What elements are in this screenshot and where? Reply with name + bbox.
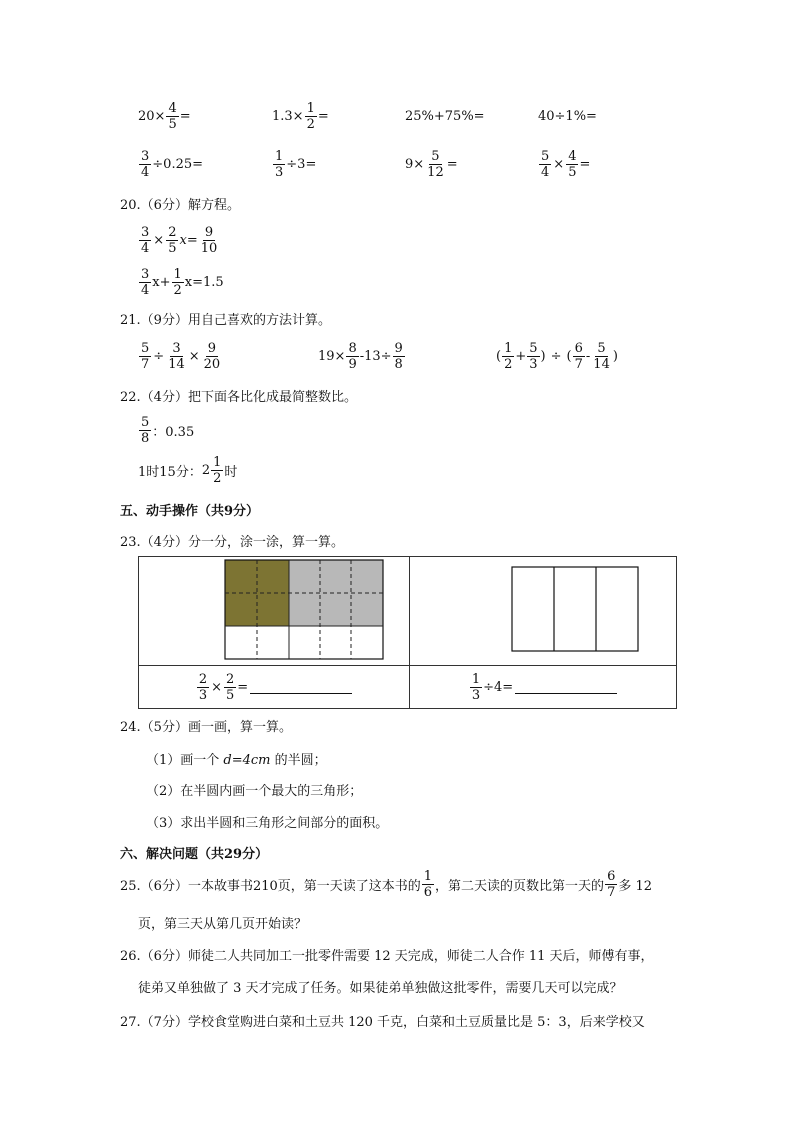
numerator: 5 [141, 340, 150, 356]
equals-sign: = [237, 679, 249, 695]
denominator: 7 [141, 356, 150, 372]
denominator: 5 [226, 687, 235, 703]
operator: ÷ [153, 348, 165, 364]
fraction [139, 415, 151, 446]
fraction [346, 341, 358, 372]
formula-right [410, 666, 676, 708]
fraction [139, 341, 151, 372]
numerator: 9 [204, 224, 214, 240]
ratio-1 [138, 412, 194, 448]
expr-suffix: ÷4= [483, 679, 514, 695]
numerator: 5 [529, 340, 538, 356]
expr-middle: x+ [152, 274, 171, 290]
numerator: 1 [275, 148, 284, 164]
step-text: （1）画一个 [146, 753, 224, 768]
numerator: 3 [172, 340, 181, 356]
equals-sign: = [446, 156, 458, 172]
question-26-line-1: 26.（6分）师徒二人共同加工一批零件需要 12 天完成，师徒二人合作 11 天后，师傅有事， [120, 949, 654, 964]
expression: 40÷1%= [538, 108, 597, 124]
numerator: 1 [471, 671, 481, 687]
calc-row2-a [138, 146, 203, 182]
q24-step-2: （2）在半圆内画一个最大的三角形； [146, 784, 363, 799]
answer-blank[interactable] [515, 681, 617, 694]
fraction [211, 455, 223, 486]
question-23-title: 23.（4分）分一分，涂一涂，算一算。 [120, 535, 344, 550]
operator: ÷ [550, 348, 562, 364]
denominator: 2 [173, 282, 182, 298]
calc-row1-d [538, 98, 597, 134]
calc-row1-b [272, 98, 329, 134]
operator: + [515, 348, 527, 364]
numerator: 1 [423, 868, 433, 884]
expr-middle: -13÷ [359, 348, 392, 364]
fraction [425, 149, 446, 180]
fraction [527, 341, 539, 372]
paren: ( [496, 348, 502, 364]
denominator: 5 [168, 116, 177, 132]
numerator: 3 [141, 148, 150, 164]
numerator: 5 [597, 340, 606, 356]
question-20-title: 20.（6分）解方程。 [120, 198, 240, 213]
calc-row1-c [405, 98, 485, 134]
denominator: 3 [529, 356, 538, 372]
numerator: 9 [394, 340, 403, 356]
fraction [305, 101, 317, 132]
rectangle-outline [512, 567, 638, 651]
question-24-title: 24.（5分）画一画，算一算。 [120, 720, 292, 735]
equals-sign: = [186, 232, 198, 248]
expr-prefix: 9× [405, 156, 425, 172]
denominator: 14 [593, 356, 610, 372]
expr-prefix: 19× [318, 348, 346, 364]
denominator: 2 [504, 356, 513, 372]
denominator: 2 [306, 116, 315, 132]
step-text: 的半圆； [270, 753, 327, 768]
numerator: 2 [168, 224, 177, 240]
fraction [224, 672, 236, 703]
math-expression: d=4cm [223, 753, 271, 768]
numerator: 3 [141, 266, 150, 282]
fraction [502, 341, 514, 372]
numerator: 1 [213, 454, 222, 470]
question-21-title: 21.（9分）用自己喜欢的方法计算。 [120, 313, 331, 328]
variable: x [179, 232, 187, 248]
denominator: 14 [168, 356, 185, 372]
denominator: 7 [607, 884, 616, 900]
grid-cell-left [139, 557, 410, 666]
operator: × [553, 156, 565, 172]
fraction [166, 101, 178, 132]
denominator: 8 [394, 356, 403, 372]
denominator: 3 [471, 687, 481, 703]
fraction [199, 225, 220, 256]
fraction [197, 672, 209, 703]
numerator: 6 [607, 868, 616, 884]
operator: × [211, 679, 222, 695]
expr-prefix: 1时15分： [138, 464, 202, 480]
expr-suffix: ：0.35 [152, 424, 195, 440]
fraction [139, 225, 151, 256]
expr-prefix: 20× [138, 108, 166, 124]
denominator: 9 [348, 356, 357, 372]
q24-step-1 [146, 749, 327, 768]
question-25-line-1 [120, 866, 652, 902]
calc-row2-c [405, 146, 458, 182]
numerator: 4 [568, 148, 577, 164]
numerator: 4 [168, 100, 177, 116]
operator: × [153, 232, 165, 248]
equation-1 [138, 222, 220, 258]
formula-cell-left [139, 666, 410, 709]
fraction [273, 149, 285, 180]
operator: × [188, 348, 200, 364]
denominator: 4 [141, 240, 150, 256]
expression: 25%+75%= [405, 108, 485, 124]
numerator: 8 [348, 340, 357, 356]
numerator: 5 [431, 148, 440, 164]
question-23-table [138, 556, 677, 709]
denominator: 20 [203, 356, 221, 372]
question-text: 25.（6分）一本故事书210页，第一天读了这本书的 [120, 878, 421, 894]
equation-2 [138, 264, 224, 300]
mixed-whole: 2 [201, 462, 211, 478]
paren: ) [540, 348, 546, 364]
paren: ) [612, 348, 618, 364]
numerator: 2 [226, 671, 235, 687]
answer-blank[interactable] [250, 681, 352, 694]
denominator: 5 [568, 164, 577, 180]
section-6-heading: 六、解决问题（共29分） [120, 847, 269, 862]
denominator: 4 [141, 282, 150, 298]
operator: - [585, 348, 591, 364]
question-25-line-2: 页，第三天从第几页开始读？ [138, 917, 308, 932]
denominator: 2 [213, 470, 222, 486]
fraction [166, 341, 187, 372]
calc-21-b [318, 338, 406, 374]
numerator: 1 [504, 340, 513, 356]
fraction [566, 149, 578, 180]
numerator: 3 [141, 224, 150, 240]
expr-prefix: 1.3× [272, 108, 304, 124]
calc-row2-b [272, 146, 316, 182]
denominator: 6 [423, 884, 433, 900]
denominator: 10 [200, 240, 218, 256]
expr-suffix: x=1.5 [184, 274, 224, 290]
calc-row1-a [138, 98, 191, 134]
paren: ( [566, 348, 572, 364]
fraction [202, 341, 223, 372]
fraction [539, 149, 551, 180]
formula-left [139, 666, 409, 708]
numerator: 1 [173, 266, 182, 282]
denominator: 4 [541, 164, 550, 180]
numerator: 6 [574, 340, 583, 356]
calc-21-a [138, 338, 223, 374]
expr-suffix: ÷0.25= [152, 156, 204, 172]
fraction [422, 869, 434, 900]
fraction [166, 225, 178, 256]
numerator: 9 [207, 340, 217, 356]
denominator: 3 [198, 687, 208, 703]
question-26-line-2: 徒弟又单独做了 3 天才完成了任务。如果徒弟单独做这批零件，需要几天可以完成？ [138, 981, 623, 996]
numerator: 1 [306, 100, 315, 116]
three-part-rectangle-figure [410, 557, 676, 665]
section-5-heading: 五、动手操作（共9分） [120, 504, 260, 519]
formula-cell-right [410, 666, 677, 709]
question-22-title: 22.（4分）把下面各比化成最简整数比。 [120, 390, 357, 405]
fraction [605, 869, 617, 900]
denominator: 5 [168, 240, 177, 256]
numerator: 2 [198, 671, 208, 687]
expr-suffix: ÷3= [286, 156, 317, 172]
equals-sign: = [579, 156, 591, 172]
fraction [393, 341, 405, 372]
denominator: 7 [574, 356, 583, 372]
denominator: 12 [427, 164, 444, 180]
fraction [139, 267, 151, 298]
calc-21-c [496, 338, 618, 374]
equals-sign: = [179, 108, 191, 124]
fraction [470, 672, 482, 703]
fraction [591, 341, 612, 372]
fraction [139, 149, 151, 180]
fraction [172, 267, 184, 298]
numerator: 5 [541, 148, 550, 164]
numerator: 5 [141, 414, 150, 430]
denominator: 4 [141, 164, 150, 180]
question-text: ，第二天读的页数比第一天的 [435, 878, 605, 894]
fraction [573, 341, 585, 372]
q24-step-3: （3）求出半圆和三角形之间部分的面积。 [146, 816, 389, 831]
equals-sign: = [317, 108, 329, 124]
unit: 时 [224, 464, 238, 480]
question-text: 多 12 [618, 878, 653, 894]
calc-row2-d [538, 146, 590, 182]
ratio-2 [138, 452, 237, 488]
denominator: 3 [275, 164, 284, 180]
grid-cell-right [410, 557, 677, 666]
denominator: 8 [141, 430, 150, 446]
question-27-line-1: 27.（7分）学校食堂购进白菜和土豆共 120 千克，白菜和土豆质量比是 5：3，后来学校又 [120, 1015, 645, 1030]
shaded-grid-figure [139, 557, 409, 665]
